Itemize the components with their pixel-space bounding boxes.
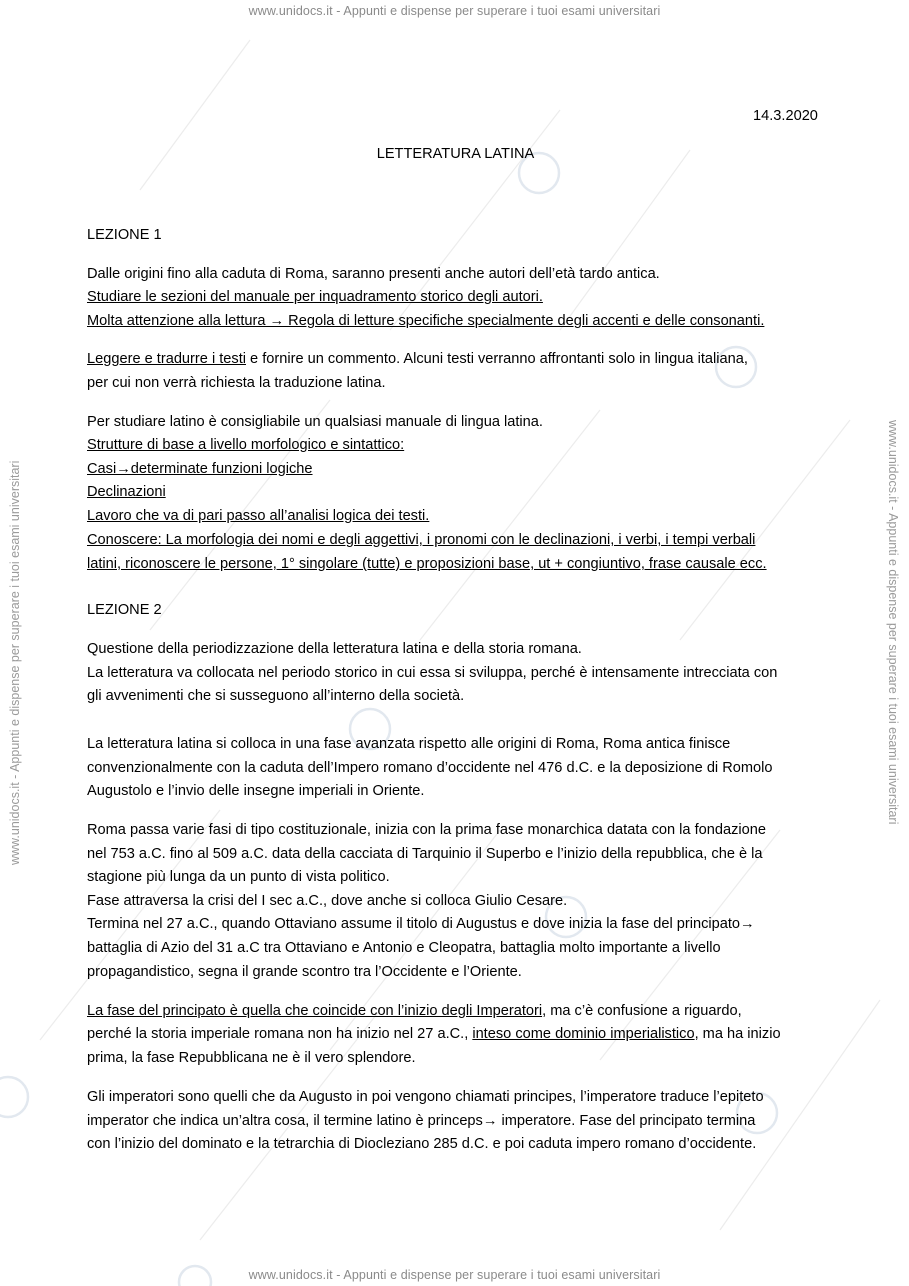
text-run: e fornire un commento. Alcuni testi verranno affrontanti solo in lingua italiana, [246, 351, 748, 367]
paragraph-line: La letteratura va collocata nel periodo storico in cui essa si sviluppa, perché è intensamente intrecciata con [87, 665, 778, 681]
paragraph-line: prima, la fase Repubblicana ne è il vero splendore. [87, 1050, 416, 1066]
paragraph-line: Roma passa varie fasi di tipo costituzionale, inizia con la prima fase monarchica datata con la fondazione [87, 822, 766, 838]
paragraph-line: Conoscere: La morfologia dei nomi e degli aggettivi, i pronomi con le declinazioni, i verbi, i tempi verbali [87, 532, 756, 548]
paragraph-line: La letteratura latina si colloca in una fase avanzata rispetto alle origini di Roma, Roma antica finisce [87, 736, 731, 752]
paragraph-line: convenzionalmente con la caduta dell’Impero romano d’occidente nel 476 d.C. e la deposizione di Romolo [87, 760, 773, 776]
underlined-phrase: La fase del principato è quella che coincide con l’inizio degli Imperatori [87, 1003, 543, 1019]
paragraph-line: Molta attenzione alla lettura → Regola di letture specifiche specialmente degli accenti e delle consonanti. [87, 313, 765, 329]
paragraph-line: Casi→determinate funzioni logiche [87, 461, 313, 477]
text-run: perché la storia imperiale romana non ha inizio nel 27 a.C., [87, 1026, 473, 1042]
paragraph-line [87, 1000, 742, 1023]
paragraph-line: Fase attraversa la crisi del I sec a.C., dove anche si colloca Giulio Cesare. [87, 893, 568, 909]
paragraph-line: Dalle origini fino alla caduta di Roma, saranno presenti anche autori dell’età tardo antica. [87, 266, 660, 282]
paragraph-line: Questione della periodizzazione della letteratura latina e della storia romana. [87, 641, 582, 657]
lesson-heading: LEZIONE 1 [87, 227, 162, 243]
watermark-top: www.unidocs.it - Appunti e dispense per superare i tuoi esami universitari [248, 4, 661, 18]
watermark-bottom: www.unidocs.it - Appunti e dispense per superare i tuoi esami universitari [248, 1268, 661, 1282]
paragraph-line: stagione più lunga da un punto di vista politico. [87, 869, 390, 885]
text-run: , ma ha inizio [694, 1026, 781, 1042]
text-run: , ma c’è confusione a riguardo, [542, 1003, 742, 1019]
paragraph-line [87, 348, 748, 371]
paragraph-line: per cui non verrà richiesta la traduzione latina. [87, 375, 386, 391]
paragraph-line: Lavoro che va di pari passo all’analisi logica dei testi. [87, 508, 430, 524]
paragraph-line: latini, riconoscere le persone, 1° singolare (tutte) e proposizioni base, ut + congiuntivo, frase causale ecc. [87, 556, 767, 572]
paragraph-line: Augustolo e l’invio delle insegne imperiali in Oriente. [87, 783, 425, 799]
paragraph-line [87, 1023, 781, 1046]
underlined-phrase: inteso come dominio imperialistico [472, 1026, 695, 1042]
paragraph-line: nel 753 a.C. fino al 509 a.C. data della cacciata di Tarquinio il Superbo e l’inizio della repubblica, che è la [87, 846, 763, 862]
paragraph-line: Termina nel 27 a.C., quando Ottaviano assume il titolo di Augustus e dove inizia la fase del principato→ [87, 916, 755, 932]
paragraph-line: propagandistico, segna il grande scontro tra l’Occidente e l’Oriente. [87, 964, 522, 980]
paragraph-line: Gli imperatori sono quelli che da Augusto in poi vengono chiamati principes, l’imperatore traduce l’epiteto [87, 1089, 764, 1105]
paragraph-line: Strutture di base a livello morfologico e sintattico: [87, 437, 405, 453]
paragraph-line: Studiare le sezioni del manuale per inquadramento storico degli autori. [87, 289, 543, 305]
paragraph-line: Per studiare latino è consigliabile un qualsiasi manuale di lingua latina. [87, 414, 543, 430]
watermark-side-right: www.unidocs.it - Appunti e dispense per superare i tuoi esami universitari [886, 420, 900, 825]
watermark-side-left: www.unidocs.it - Appunti e dispense per superare i tuoi esami universitari [8, 460, 22, 865]
document-date: 14.3.2020 [753, 108, 818, 124]
paragraph-line: Declinazioni [87, 484, 166, 500]
paragraph-line: battaglia di Azio del 31 a.C tra Ottaviano e Antonio e Cleopatra, battaglia molto importante a livello [87, 940, 721, 956]
underlined-phrase: Leggere e tradurre i testi [87, 351, 246, 367]
paragraph-line: imperator che indica un’altra cosa, il termine latino è princeps→ imperatore. Fase del principato termina [87, 1113, 756, 1129]
paragraph-line: gli avvenimenti che si susseguono all’interno della società. [87, 688, 465, 704]
paragraph-line: con l’inizio del dominato e la tetrarchia di Diocleziano 285 d.C. e poi caduta impero romano d’occidente. [87, 1136, 757, 1152]
document-title: LETTERATURA LATINA [376, 146, 535, 162]
lesson-heading: LEZIONE 2 [87, 602, 162, 618]
